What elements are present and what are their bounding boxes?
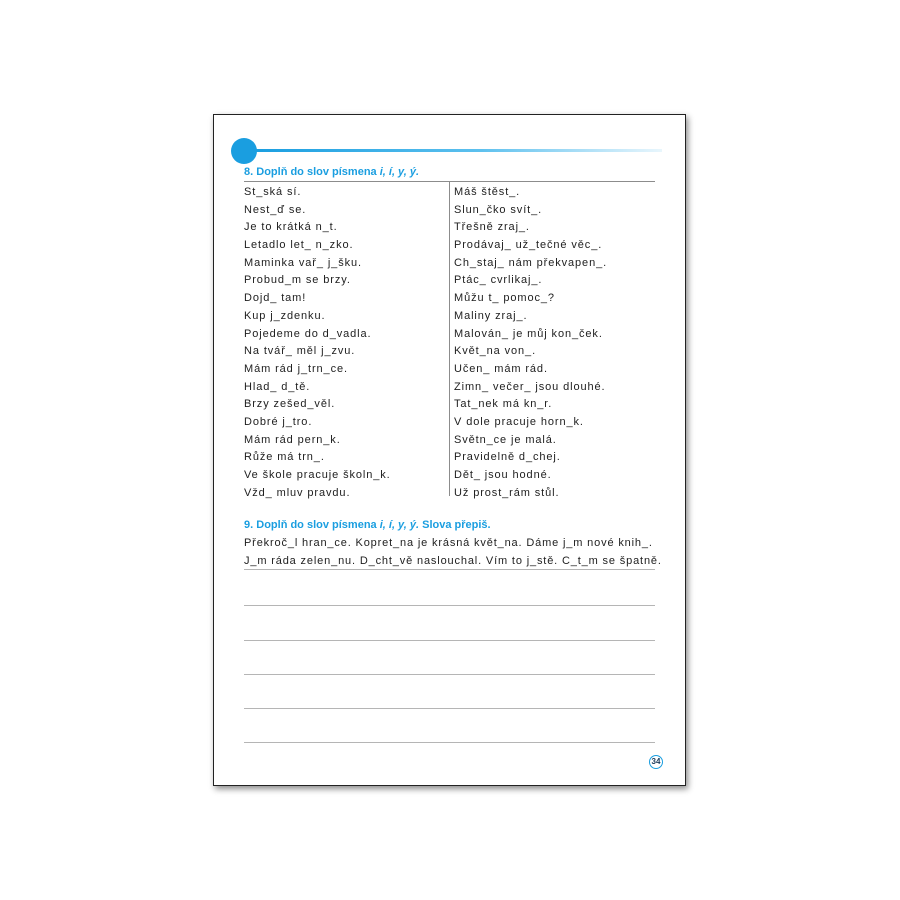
sentence-row: Můžu t_ pomoc_?	[454, 292, 555, 305]
sentence-row: Maminka vař_ j_šku.	[244, 256, 362, 269]
sentence-row: Prodávaj_ už_tečné věc_.	[454, 239, 603, 252]
sentence-row: Dobré j_tro.	[244, 415, 313, 428]
sentence-row: Květ_na von_.	[454, 345, 537, 358]
sentence-row: Už prost_rám stůl.	[454, 486, 560, 499]
writing-line[interactable]	[244, 708, 655, 709]
exercise-9-text-line-1: Překroč_l hran_ce. Kopret_na je krásná květ_na. Dáme j_m nové knih_.	[244, 537, 653, 549]
writing-line[interactable]	[244, 742, 655, 743]
sentence-row: V dole pracuje horn_k.	[454, 415, 584, 428]
worksheet-page	[213, 114, 686, 786]
sentence-row: Letadlo let_ n_zko.	[244, 239, 354, 252]
sentence-row: Dět_ jsou hodné.	[454, 469, 552, 481]
sentence-row: Učen_ mám rád.	[454, 362, 548, 375]
sentence-row: Máš štěst_.	[454, 186, 521, 198]
writing-line[interactable]	[244, 640, 655, 641]
exercise-9-heading	[244, 519, 491, 531]
sentence-row: Ch_staj_ nám překvapen_.	[454, 256, 608, 269]
sentence-row: Ve škole pracuje školn_k.	[244, 469, 391, 481]
sentence-row: Pojedeme do d_vadla.	[244, 327, 372, 340]
sentence-row: Slun_čko svít_.	[454, 203, 543, 216]
sentence-row: Dojd_ tam!	[244, 292, 307, 305]
exercise-9-title: Doplň do slov písmena	[256, 519, 377, 531]
exercise-8-letters: i, í, y, ý.	[379, 166, 420, 178]
sentence-row: Je to krátká n_t.	[244, 221, 338, 234]
exercise-9-letters: i, í, y, ý.	[379, 519, 420, 531]
sentence-row: Na tvář_ měl j_zvu.	[244, 345, 356, 358]
sentence-row: Nest_ď se.	[244, 203, 307, 216]
header-line-decoration	[254, 149, 662, 152]
sentence-row: Maliny zraj_.	[454, 309, 528, 322]
sentence-row: Ptác_ cvrlikaj_.	[454, 274, 543, 287]
sentence-row: Probud_m se brzy.	[244, 274, 351, 287]
exercise-9-text-line-2: J_m ráda zelen_nu. D_cht_vě naslouchal. Vím to j_stě. C_t_m se špatně.	[244, 555, 655, 570]
writing-line[interactable]	[244, 674, 655, 675]
page-number-badge	[649, 755, 663, 769]
sentence-row: Malován_ je můj kon_ček.	[454, 327, 603, 340]
page-number: 34	[651, 757, 661, 766]
exercise-9-instruction: Slova přepiš.	[422, 519, 491, 531]
sentence-row: Světn_ce je malá.	[454, 433, 557, 446]
sentence-row: Třešně zraj_.	[454, 221, 530, 234]
sentence-row: Kup j_zdenku.	[244, 309, 326, 322]
sentence-row: Mám rád pern_k.	[244, 433, 341, 446]
sentence-row: Zimn_ večer_ jsou dlouhé.	[454, 380, 606, 393]
exercise-8-title: Doplň do slov písmena	[256, 166, 377, 178]
exercise-8-number: 8.	[244, 166, 254, 178]
sentence-row: St_ská sí.	[244, 186, 302, 198]
sentence-row: Vžd_ mluv pravdu.	[244, 486, 351, 499]
exercise-8-right-column	[454, 184, 607, 502]
sentence-row: Pravidelně d_chej.	[454, 451, 561, 464]
exercise-8-heading	[244, 166, 419, 178]
writing-line[interactable]	[244, 605, 655, 606]
sentence-row: Tat_nek má kn_r.	[454, 398, 553, 411]
exercise-9-number: 9.	[244, 519, 254, 531]
sentence-row: Hlad_ d_tě.	[244, 380, 311, 393]
sentence-row: Růže má trn_.	[244, 451, 325, 464]
sentence-row: Mám rád j_trn_ce.	[244, 362, 348, 375]
sentence-row: Brzy zešed_věl.	[244, 398, 336, 411]
column-divider	[449, 182, 450, 496]
exercise-8-left-column	[244, 184, 391, 502]
